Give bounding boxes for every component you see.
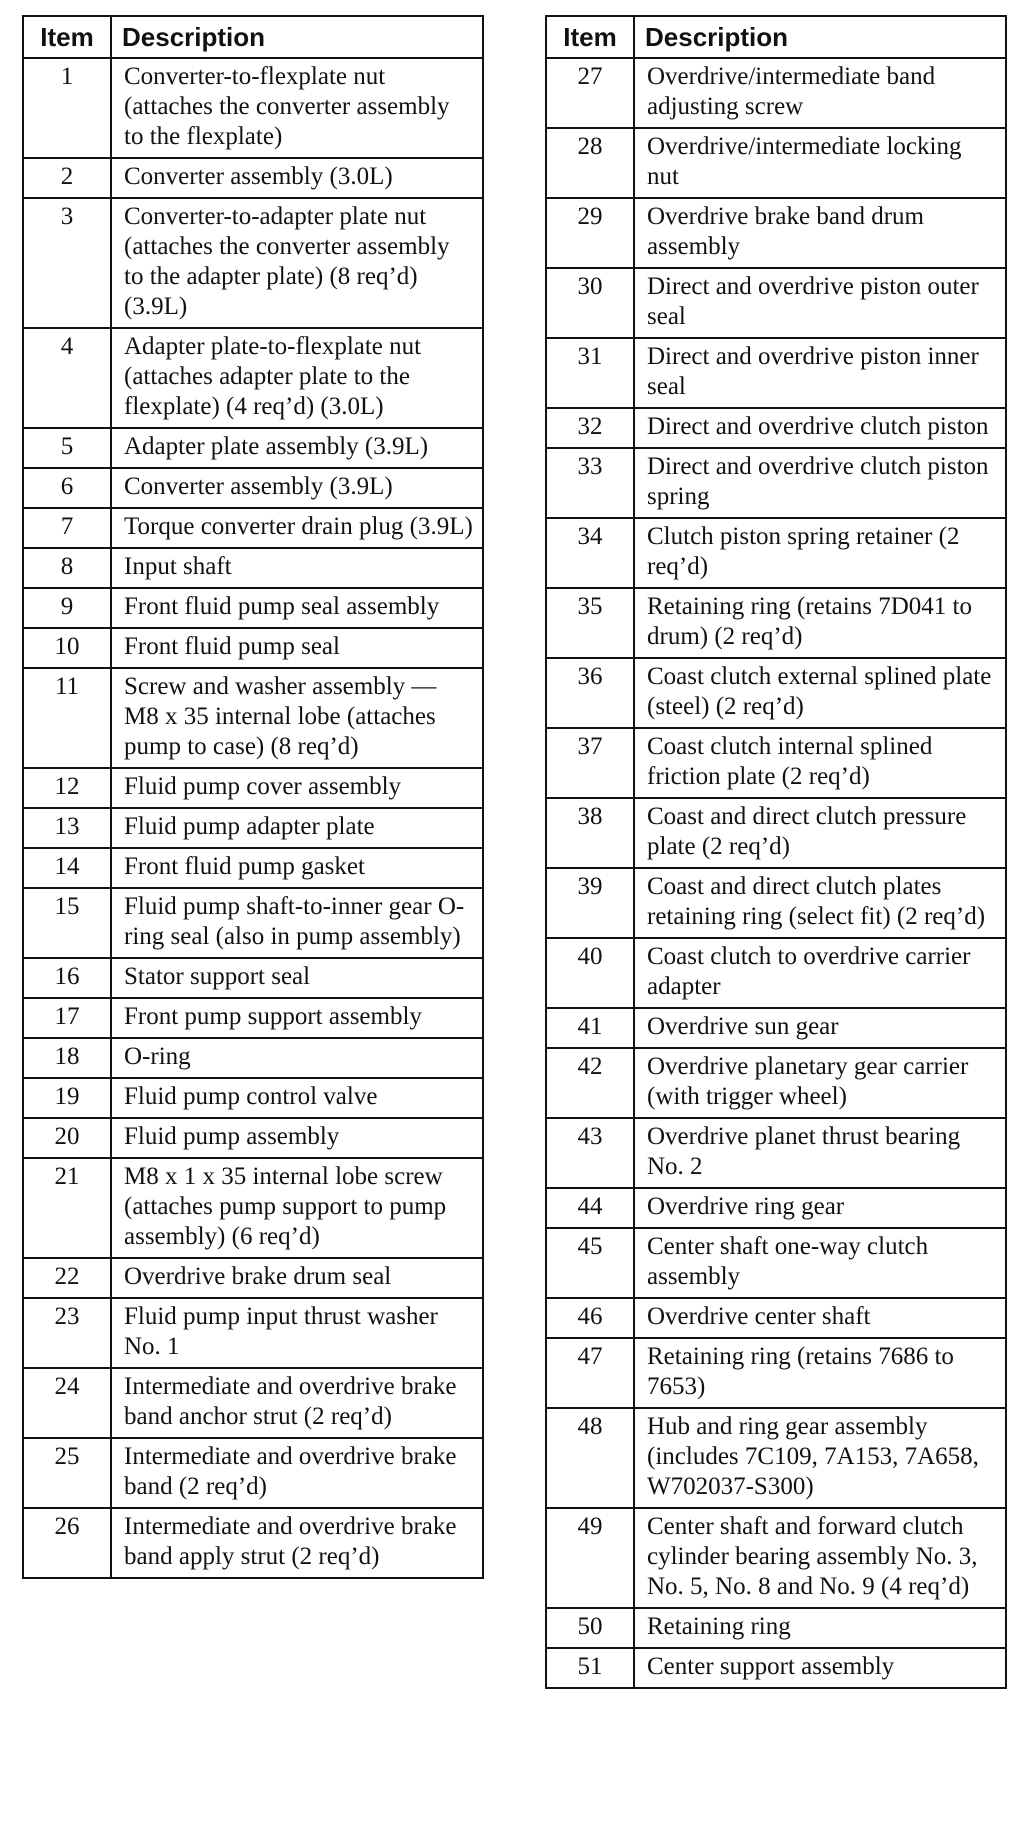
table-row: [546, 1338, 1006, 1408]
table-row: [546, 798, 1006, 868]
table-row: [546, 268, 1006, 338]
item-number: 7: [23, 508, 111, 548]
table-row: [546, 1188, 1006, 1228]
item-number: 50: [546, 1608, 634, 1648]
item-description: Retaining ring (retains 7D041 to drum) (2 req’d): [634, 588, 1006, 658]
item-number: 39: [546, 868, 634, 938]
item-column-header: Item: [23, 16, 111, 58]
item-description: Center shaft one-way clutch assembly: [634, 1228, 1006, 1298]
table-row: [546, 518, 1006, 588]
description-column-header: Description: [634, 16, 1006, 58]
table-row: [546, 868, 1006, 938]
table-row: [546, 1228, 1006, 1298]
item-number: 15: [23, 888, 111, 958]
item-number: 34: [546, 518, 634, 588]
item-number: 18: [23, 1038, 111, 1078]
item-number: 1: [23, 58, 111, 158]
table-row: [23, 198, 483, 328]
parts-table-left: [22, 15, 484, 1579]
item-number: 20: [23, 1118, 111, 1158]
table-row: [546, 198, 1006, 268]
table-row: [546, 938, 1006, 1008]
item-description: Converter-to-flexplate nut (attaches the converter assembly to the flexplate): [111, 58, 483, 158]
item-number: 48: [546, 1408, 634, 1508]
table-row: [23, 1368, 483, 1438]
item-description: Coast and direct clutch plates retaining ring (select fit) (2 req’d): [634, 868, 1006, 938]
item-number: 25: [23, 1438, 111, 1508]
table-row: [23, 588, 483, 628]
table-row: [546, 128, 1006, 198]
item-description: Fluid pump control valve: [111, 1078, 483, 1118]
item-description: M8 x 1 x 35 internal lobe screw (attaches pump support to pump assembly) (6 req’d): [111, 1158, 483, 1258]
table-row: [23, 1118, 483, 1158]
item-number: 19: [23, 1078, 111, 1118]
item-description: Screw and washer assembly — M8 x 35 internal lobe (attaches pump to case) (8 req’d): [111, 668, 483, 768]
parts-table-right-body: [546, 58, 1006, 1688]
item-number: 10: [23, 628, 111, 668]
item-description: Coast clutch to overdrive carrier adapter: [634, 938, 1006, 1008]
item-number: 3: [23, 198, 111, 328]
table-row: [23, 468, 483, 508]
item-description: Center shaft and forward clutch cylinder bearing assembly No. 3, No. 5, No. 8 and No. 9 (4 req’d): [634, 1508, 1006, 1608]
item-number: 24: [23, 1368, 111, 1438]
item-column-header: Item: [546, 16, 634, 58]
item-number: 43: [546, 1118, 634, 1188]
item-description: Torque converter drain plug (3.9L): [111, 508, 483, 548]
item-description: Front fluid pump seal assembly: [111, 588, 483, 628]
item-number: 49: [546, 1508, 634, 1608]
item-number: 31: [546, 338, 634, 408]
item-number: 44: [546, 1188, 634, 1228]
item-description: Retaining ring: [634, 1608, 1006, 1648]
item-number: 29: [546, 198, 634, 268]
item-description: Overdrive ring gear: [634, 1188, 1006, 1228]
table-row: [23, 1038, 483, 1078]
table-row: [23, 628, 483, 668]
item-description: Converter assembly (3.0L): [111, 158, 483, 198]
table-row: [23, 1258, 483, 1298]
item-number: 8: [23, 548, 111, 588]
item-description: Front fluid pump gasket: [111, 848, 483, 888]
table-row: [546, 408, 1006, 448]
item-description: Fluid pump cover assembly: [111, 768, 483, 808]
item-description: Coast clutch internal splined friction plate (2 req’d): [634, 728, 1006, 798]
item-number: 45: [546, 1228, 634, 1298]
table-row: [23, 668, 483, 768]
item-description: Stator support seal: [111, 958, 483, 998]
item-number: 4: [23, 328, 111, 428]
item-description: Front pump support assembly: [111, 998, 483, 1038]
table-row: [546, 588, 1006, 658]
parts-table-right: [545, 15, 1007, 1689]
table-row: [546, 1298, 1006, 1338]
item-description: Coast and direct clutch pressure plate (2 req’d): [634, 798, 1006, 868]
item-description: Fluid pump shaft-to-inner gear O-ring seal (also in pump assembly): [111, 888, 483, 958]
item-description: Direct and overdrive clutch piston spring: [634, 448, 1006, 518]
item-number: 6: [23, 468, 111, 508]
item-description: Front fluid pump seal: [111, 628, 483, 668]
item-number: 26: [23, 1508, 111, 1578]
item-number: 16: [23, 958, 111, 998]
table-row: [546, 1608, 1006, 1648]
table-row: [546, 1008, 1006, 1048]
item-number: 47: [546, 1338, 634, 1408]
item-description: Overdrive sun gear: [634, 1008, 1006, 1048]
item-description: Overdrive/intermediate locking nut: [634, 128, 1006, 198]
item-number: 22: [23, 1258, 111, 1298]
item-number: 23: [23, 1298, 111, 1368]
table-row: [23, 958, 483, 998]
item-number: 46: [546, 1298, 634, 1338]
table-row: [546, 1048, 1006, 1118]
item-description: Adapter plate-to-flexplate nut (attaches adapter plate to the flexplate) (4 req’d) (3.0L): [111, 328, 483, 428]
item-number: 9: [23, 588, 111, 628]
item-description: Overdrive center shaft: [634, 1298, 1006, 1338]
item-description: Coast clutch external splined plate (steel) (2 req’d): [634, 658, 1006, 728]
table-row: [23, 1298, 483, 1368]
item-number: 27: [546, 58, 634, 128]
item-description: Direct and overdrive piston inner seal: [634, 338, 1006, 408]
item-number: 51: [546, 1648, 634, 1688]
table-row: [546, 338, 1006, 408]
item-number: 5: [23, 428, 111, 468]
table-row: [23, 808, 483, 848]
item-number: 2: [23, 158, 111, 198]
item-description: Intermediate and overdrive brake band anchor strut (2 req’d): [111, 1368, 483, 1438]
table-row: [546, 728, 1006, 798]
item-description: Fluid pump assembly: [111, 1118, 483, 1158]
item-number: 14: [23, 848, 111, 888]
item-description: O-ring: [111, 1038, 483, 1078]
table-row: [23, 548, 483, 588]
item-number: 42: [546, 1048, 634, 1118]
table-row: [23, 58, 483, 158]
item-number: 11: [23, 668, 111, 768]
item-number: 38: [546, 798, 634, 868]
item-description: Intermediate and overdrive brake band (2 req’d): [111, 1438, 483, 1508]
table-row: [23, 1438, 483, 1508]
table-row: [546, 1648, 1006, 1688]
item-number: 37: [546, 728, 634, 798]
table-row: [23, 768, 483, 808]
item-number: 30: [546, 268, 634, 338]
item-description: Clutch piston spring retainer (2 req’d): [634, 518, 1006, 588]
item-number: 41: [546, 1008, 634, 1048]
table-header-row: [23, 16, 483, 58]
item-number: 36: [546, 658, 634, 728]
item-description: Overdrive planet thrust bearing No. 2: [634, 1118, 1006, 1188]
table-row: [23, 1158, 483, 1258]
item-number: 40: [546, 938, 634, 1008]
item-number: 28: [546, 128, 634, 198]
table-row: [23, 508, 483, 548]
item-description: Overdrive brake drum seal: [111, 1258, 483, 1298]
table-row: [546, 58, 1006, 128]
item-description: Converter-to-adapter plate nut (attaches the converter assembly to the adapter plate) (8 req’d) (3.9L): [111, 198, 483, 328]
item-description: Fluid pump adapter plate: [111, 808, 483, 848]
table-row: [23, 1508, 483, 1578]
table-row: [23, 888, 483, 958]
item-description: Retaining ring (retains 7686 to 7653): [634, 1338, 1006, 1408]
item-description: Direct and overdrive clutch piston: [634, 408, 1006, 448]
table-row: [23, 158, 483, 198]
table-row: [23, 1078, 483, 1118]
table-row: [546, 658, 1006, 728]
item-description: Input shaft: [111, 548, 483, 588]
parts-table-left-body: [23, 58, 483, 1578]
item-description: Converter assembly (3.9L): [111, 468, 483, 508]
table-row: [546, 1508, 1006, 1608]
table-row: [23, 998, 483, 1038]
item-number: 12: [23, 768, 111, 808]
table-row: [546, 448, 1006, 518]
item-description: Intermediate and overdrive brake band apply strut (2 req’d): [111, 1508, 483, 1578]
item-number: 17: [23, 998, 111, 1038]
item-description: Center support assembly: [634, 1648, 1006, 1688]
table-header-row: [546, 16, 1006, 58]
table-row: [23, 848, 483, 888]
description-column-header: Description: [111, 16, 483, 58]
item-number: 35: [546, 588, 634, 658]
item-number: 33: [546, 448, 634, 518]
item-description: Overdrive brake band drum assembly: [634, 198, 1006, 268]
table-row: [23, 428, 483, 468]
item-description: Fluid pump input thrust washer No. 1: [111, 1298, 483, 1368]
item-description: Overdrive/intermediate band adjusting screw: [634, 58, 1006, 128]
table-row: [23, 328, 483, 428]
item-description: Direct and overdrive piston outer seal: [634, 268, 1006, 338]
item-description: Overdrive planetary gear carrier (with trigger wheel): [634, 1048, 1006, 1118]
item-number: 21: [23, 1158, 111, 1258]
item-description: Adapter plate assembly (3.9L): [111, 428, 483, 468]
item-number: 13: [23, 808, 111, 848]
table-row: [546, 1408, 1006, 1508]
item-description: Hub and ring gear assembly (includes 7C109, 7A153, 7A658, W702037-S300): [634, 1408, 1006, 1508]
table-row: [546, 1118, 1006, 1188]
item-number: 32: [546, 408, 634, 448]
